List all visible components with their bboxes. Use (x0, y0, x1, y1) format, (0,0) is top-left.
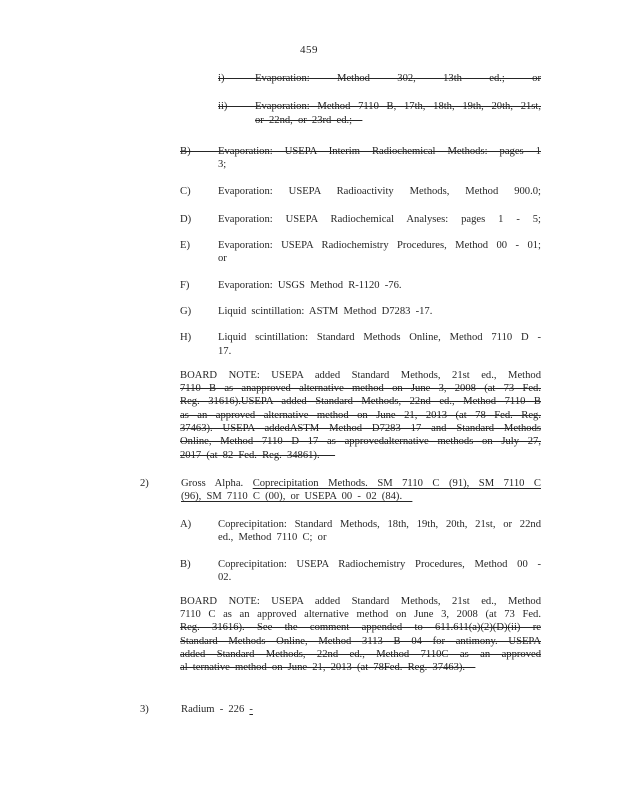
text-segment: Standard Methods Online, Method 3113 B 04 for antimony. USEPA (180, 635, 541, 647)
text-segment: 7110 C as an approved alternative method on June 3, 2008 (at 73 Fed. (180, 609, 541, 621)
text-line (218, 518, 541, 531)
text-segment: Coprecipitation Methods. SM 7110 C (91), SM 7110 C (252, 477, 541, 489)
text-segment: Evaporation: USEPA Interim Radiochemical Methods: pages 1 (218, 145, 541, 157)
text-segment: Liquid scintillation: Standard Methods Online, Method 7110 D - (218, 332, 541, 344)
item-f (180, 279, 541, 292)
text-segment: Evaporation: USEPA Radioactivity Methods, Method 900.0; (218, 186, 541, 198)
text-line (180, 409, 541, 422)
item-text (218, 279, 541, 292)
text-line (255, 72, 541, 85)
item-2-gross-alpha (140, 477, 541, 504)
item-g (180, 305, 541, 318)
item-label: i) (218, 72, 255, 85)
text-line (218, 185, 541, 198)
text-line (255, 100, 541, 113)
item-label: D) (180, 213, 192, 225)
document (0, 72, 618, 716)
text-line (180, 595, 541, 608)
text-line (218, 305, 541, 318)
text-segment: Reg. 31616).USEPA added Standard Methods, 22nd ed., Method 7110 B (180, 396, 541, 408)
text-segment: 17. (218, 345, 232, 357)
item-b-evaporation (180, 145, 541, 172)
text-line (180, 435, 541, 448)
item-h (180, 331, 541, 358)
item-text (181, 477, 541, 504)
text-segment: Coprecipitation: Standard Methods, 18th, 19th, 20th, 21st, or 22nd (218, 518, 541, 530)
item-e (180, 239, 541, 266)
text-segment: 37463). USEPA addedASTM Method D7283 17 and Standard Methods (180, 423, 541, 435)
text-segment: Gross Alpha. (181, 477, 253, 489)
item-text (218, 518, 541, 545)
text-line (180, 449, 541, 462)
text-segment: (96), SM 7110 C (00), or USEPA 00 - 02 (84). (181, 491, 413, 503)
item-text (255, 72, 541, 85)
board-note-1 (180, 369, 541, 462)
text-line (218, 213, 541, 226)
item-label: ii) (218, 100, 255, 127)
text-segment: 2017 (at 82 Fed. Reg. 34861). (180, 449, 336, 461)
text-segment: or 22nd, or 23rd ed.; (255, 114, 363, 126)
text-line (180, 395, 541, 408)
item-text (218, 213, 541, 226)
text-line (180, 608, 541, 621)
item-label: E) (180, 240, 190, 252)
page-number: 459 (300, 44, 318, 56)
text-line (180, 422, 541, 435)
text-segment: - (249, 703, 253, 715)
item-text (218, 239, 541, 266)
item-text (218, 305, 541, 318)
item-label: B) (180, 559, 191, 571)
text-line (181, 703, 541, 716)
board-note-2 (180, 595, 541, 675)
item-text (218, 145, 541, 172)
text-segment: Online, Method 7110 D 17 as approvedalternative methods on July 27, (180, 436, 541, 448)
item-text (180, 595, 541, 675)
text-line (180, 621, 541, 634)
text-segment: Evaporation: Method 302, 13th ed.; or (255, 73, 541, 84)
text-segment: as an approved alternative method on June 21, 2013 (at 78 Fed. Reg. (180, 409, 541, 421)
item-label: H) (180, 332, 192, 344)
text-line (218, 279, 541, 292)
text-segment: added Standard Methods, 22nd ed., Method 7110C as an approved (180, 648, 541, 660)
item-d (180, 213, 541, 226)
text-line (180, 369, 541, 382)
item-ii (218, 100, 541, 127)
item-a-coprecip (180, 518, 541, 545)
text-line (181, 490, 541, 503)
text-line (218, 531, 541, 544)
text-segment: Reg. 31616). See the comment appended to 611.611(a)(2)(D)(ii) re (180, 622, 541, 634)
text-line (180, 648, 541, 661)
item-text (181, 703, 541, 716)
text-line (255, 114, 541, 127)
item-text (180, 369, 541, 462)
text-line (218, 252, 541, 265)
text-line (218, 558, 541, 571)
text-segment: ed., Method 7110 C; or (218, 531, 327, 543)
text-segment: 02. (218, 572, 232, 584)
text-segment: al ternative method on June 21, 2013 (at 78Fed. Reg. 37463). (180, 662, 476, 674)
item-i (218, 72, 541, 85)
text-line (218, 571, 541, 584)
item-text (218, 185, 541, 198)
text-line (181, 477, 541, 490)
item-b-coprecip (180, 558, 541, 585)
text-segment: BOARD NOTE: USEPA added Standard Methods, 21st ed., Method (180, 369, 541, 381)
text-segment: Evaporation: Method 7110 B, 17th, 18th, 19th, 20th, 21st, (255, 101, 541, 113)
text-line (180, 661, 541, 674)
item-label: 2) (140, 477, 149, 489)
text-segment: 3; (218, 159, 227, 171)
text-segment: Evaporation: USGS Method R-1120 -76. (218, 279, 402, 291)
text-segment: or (218, 253, 227, 265)
text-line (218, 345, 541, 358)
item-text (218, 331, 541, 358)
text-segment: 7110 B as anapproved alternative method on June 3, 2008 (at 73 Fed. (180, 383, 541, 395)
text-segment: Coprecipitation: USEPA Radiochemistry Procedures, Method 00 - (218, 559, 541, 571)
item-label: F) (180, 279, 190, 291)
text-line (180, 635, 541, 648)
text-line (218, 158, 541, 171)
item-text (218, 558, 541, 585)
text-segment: Evaporation: USEPA Radiochemical Analyses: pages 1 - 5; (218, 213, 541, 225)
item-c (180, 185, 541, 198)
text-line (218, 145, 541, 158)
text-segment: Liquid scintillation: ASTM Method D7283 -17. (218, 305, 433, 317)
item-label: 3) (140, 703, 149, 715)
item-label: G) (180, 305, 192, 317)
item-3-radium (140, 703, 541, 716)
item-label: C) (180, 186, 191, 198)
text-line (218, 239, 541, 252)
text-segment: Evaporation: USEPA Radiochemistry Procedures, Method 00 - 01; (218, 240, 541, 252)
item-text (255, 100, 541, 127)
text-segment: Radium - 226 (181, 703, 250, 715)
text-segment: BOARD NOTE: USEPA added Standard Methods, 21st ed., Method (180, 595, 541, 607)
item-label: B) (180, 145, 218, 172)
item-label: A) (180, 518, 192, 530)
text-line (180, 382, 541, 395)
text-line (218, 331, 541, 344)
